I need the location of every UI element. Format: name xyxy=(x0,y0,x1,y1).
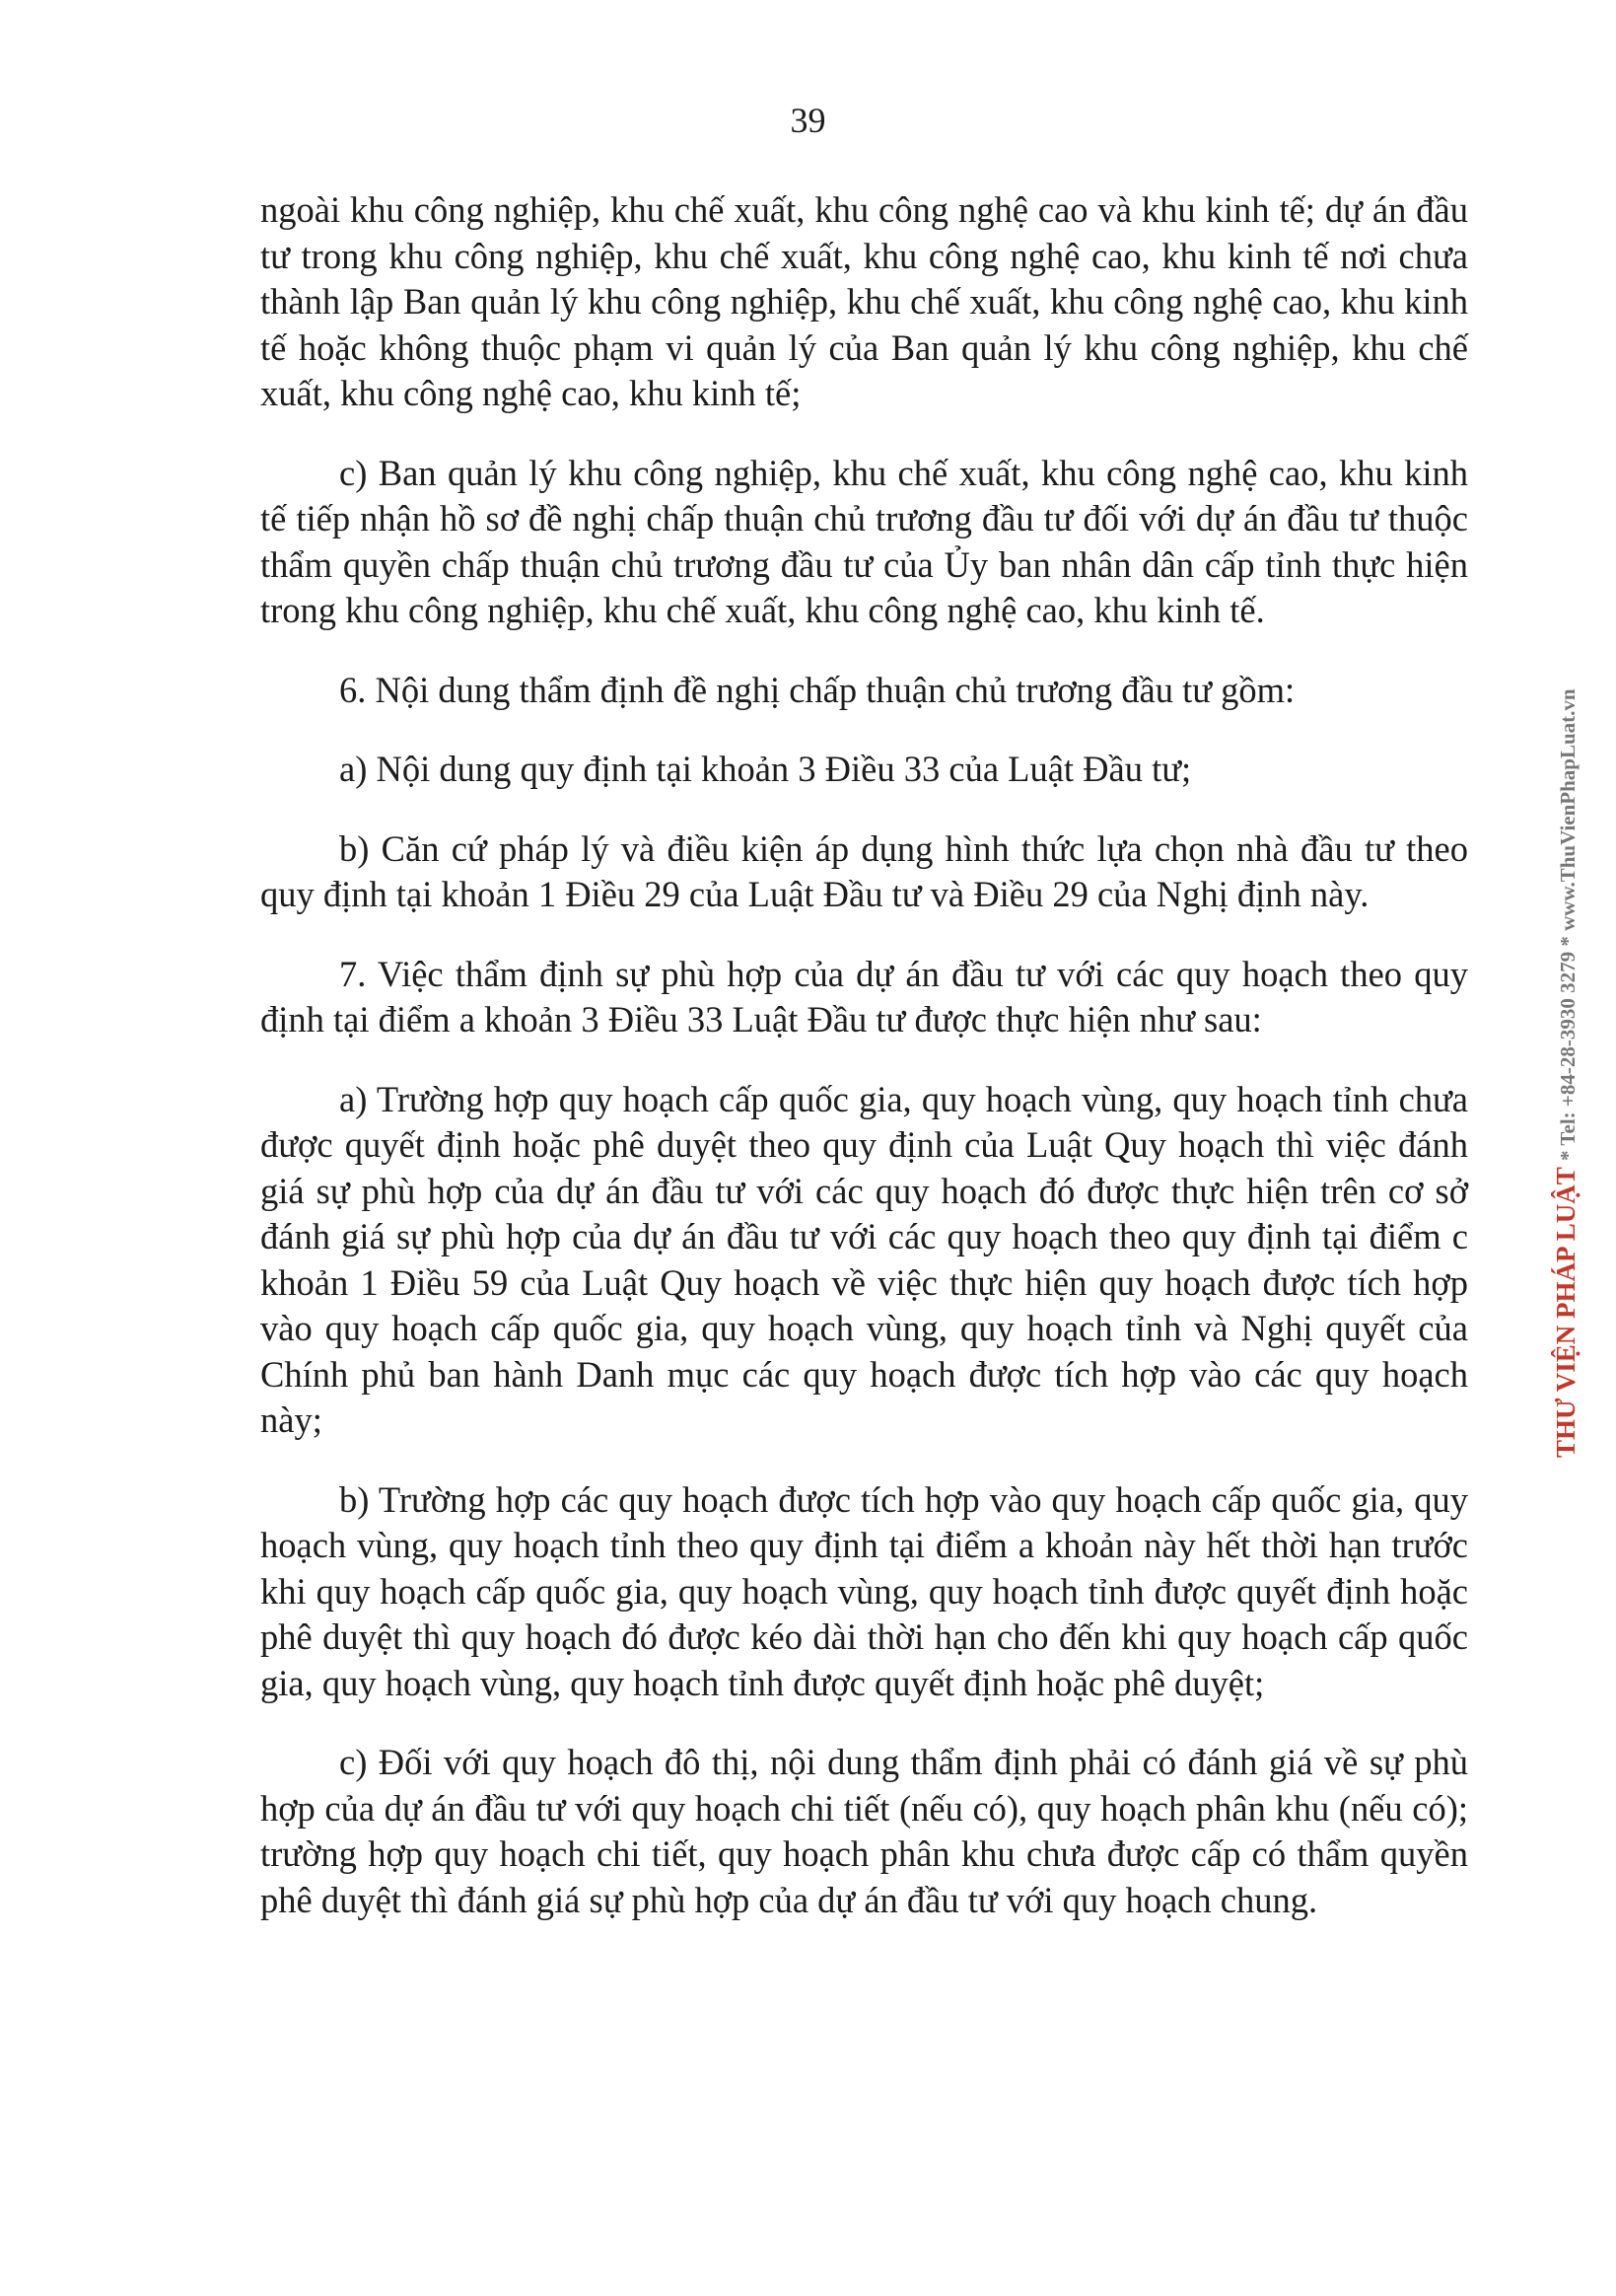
paragraph: a) Nội dung quy định tại khoản 3 Điều 33 của Luật Đầu tư; xyxy=(339,749,1192,789)
paragraph: a) Trường hợp quy hoạch cấp quốc gia, quy hoạch vùng, quy hoạch tỉnh chưa được quyết định hoặc phê duyệt theo quy định của Luật Quy hoạch thì việc đánh giá sự phù hợp của dự án đầu tư với các quy hoạch đó được thực hiện trên cơ sở đánh giá sự phù hợp của dự án đầu tư với các quy hoạch theo quy định tại điểm c khoản 1 Điều 59 của Luật Quy hoạch về việc thực hiện quy hoạch được tích hợp vào quy hoạch cấp quốc gia, quy hoạch vùng, quy hoạch tỉnh và Nghị quyết của Chính phủ ban hành Danh mục các quy hoạch được tích hợp vào các quy hoạch này; xyxy=(260,1078,1468,1440)
paragraph: ngoài khu công nghiệp, khu chế xuất, khu công nghệ cao và khu kinh tế; dự án đầu tư trong khu công nghiệp, khu chế xuất, khu công nghệ cao, khu kinh tế nơi chưa thành lập Ban quản lý khu công nghiệp, khu chế xuất, khu công nghệ cao, khu kinh tế hoặc không thuộc phạm vi quản lý của Ban quản lý khu công nghiệp, khu chế xuất, khu công nghệ cao, khu kinh tế; xyxy=(260,189,1468,413)
paragraph: 6. Nội dung thẩm định đề nghị chấp thuận chủ trương đầu tư gồm: xyxy=(339,669,1296,710)
watermark-brand: THƯ VIỆN PHÁP LUẬT xyxy=(1551,1167,1581,1458)
paragraph: b) Căn cứ pháp lý và điều kiện áp dụng hình thức lựa chọn nhà đầu tư theo quy định tại khoản 1 Điều 29 của Luật Đầu tư và Điều 29 của Nghị định này. xyxy=(260,827,1468,914)
page-number: 39 xyxy=(790,101,826,140)
paragraph: c) Đối với quy hoạch đô thị, nội dung thẩm định phải có đánh giá về sự phù hợp của dự án đầu tư với quy hoạch chi tiết (nếu có), quy hoạch phân khu (nếu có); trường hợp quy hoạch chi tiết, quy hoạch phân khu chưa được cấp có thẩm quyền phê duyệt thì đánh giá sự phù hợp của dự án đầu tư với quy hoạch chung. xyxy=(260,1742,1468,1920)
watermark-contact: * Tel: +84-28-3930 3279 * www.ThuVienPhapLuat.vn xyxy=(1556,688,1580,1161)
watermark xyxy=(1526,511,1605,1458)
watermark-text xyxy=(1548,688,1585,1458)
paragraph: b) Trường hợp các quy hoạch được tích hợp vào quy hoạch cấp quốc gia, quy hoạch vùng, quy hoạch tỉnh theo quy định tại điểm a khoản này hết thời hạn trước khi quy hoạch cấp quốc gia, quy hoạch vùng, quy hoạch tỉnh được quyết định hoặc phê duyệt thì quy hoạch đó được kéo dài thời hạn cho đến khi quy hoạch cấp quốc gia, quy hoạch vùng, quy hoạch tỉnh được quyết định hoặc phê duyệt; xyxy=(260,1478,1468,1703)
document-body xyxy=(260,187,1468,1957)
paragraph: c) Ban quản lý khu công nghiệp, khu chế xuất, khu công nghệ cao, khu kinh tế tiếp nhận hồ sơ đề nghị chấp thuận chủ trương đầu tư đối với dự án đầu tư thuộc thẩm quyền chấp thuận chủ trương đầu tư của Ủy ban nhân dân cấp tỉnh thực hiện trong khu công nghiệp, khu chế xuất, khu công nghệ cao, khu kinh tế. xyxy=(260,452,1468,630)
paragraph: 7. Việc thẩm định sự phù hợp của dự án đầu tư với các quy hoạch theo quy định tại điểm a khoản 3 Điều 33 Luật Đầu tư được thực hiện như sau: xyxy=(260,953,1468,1040)
